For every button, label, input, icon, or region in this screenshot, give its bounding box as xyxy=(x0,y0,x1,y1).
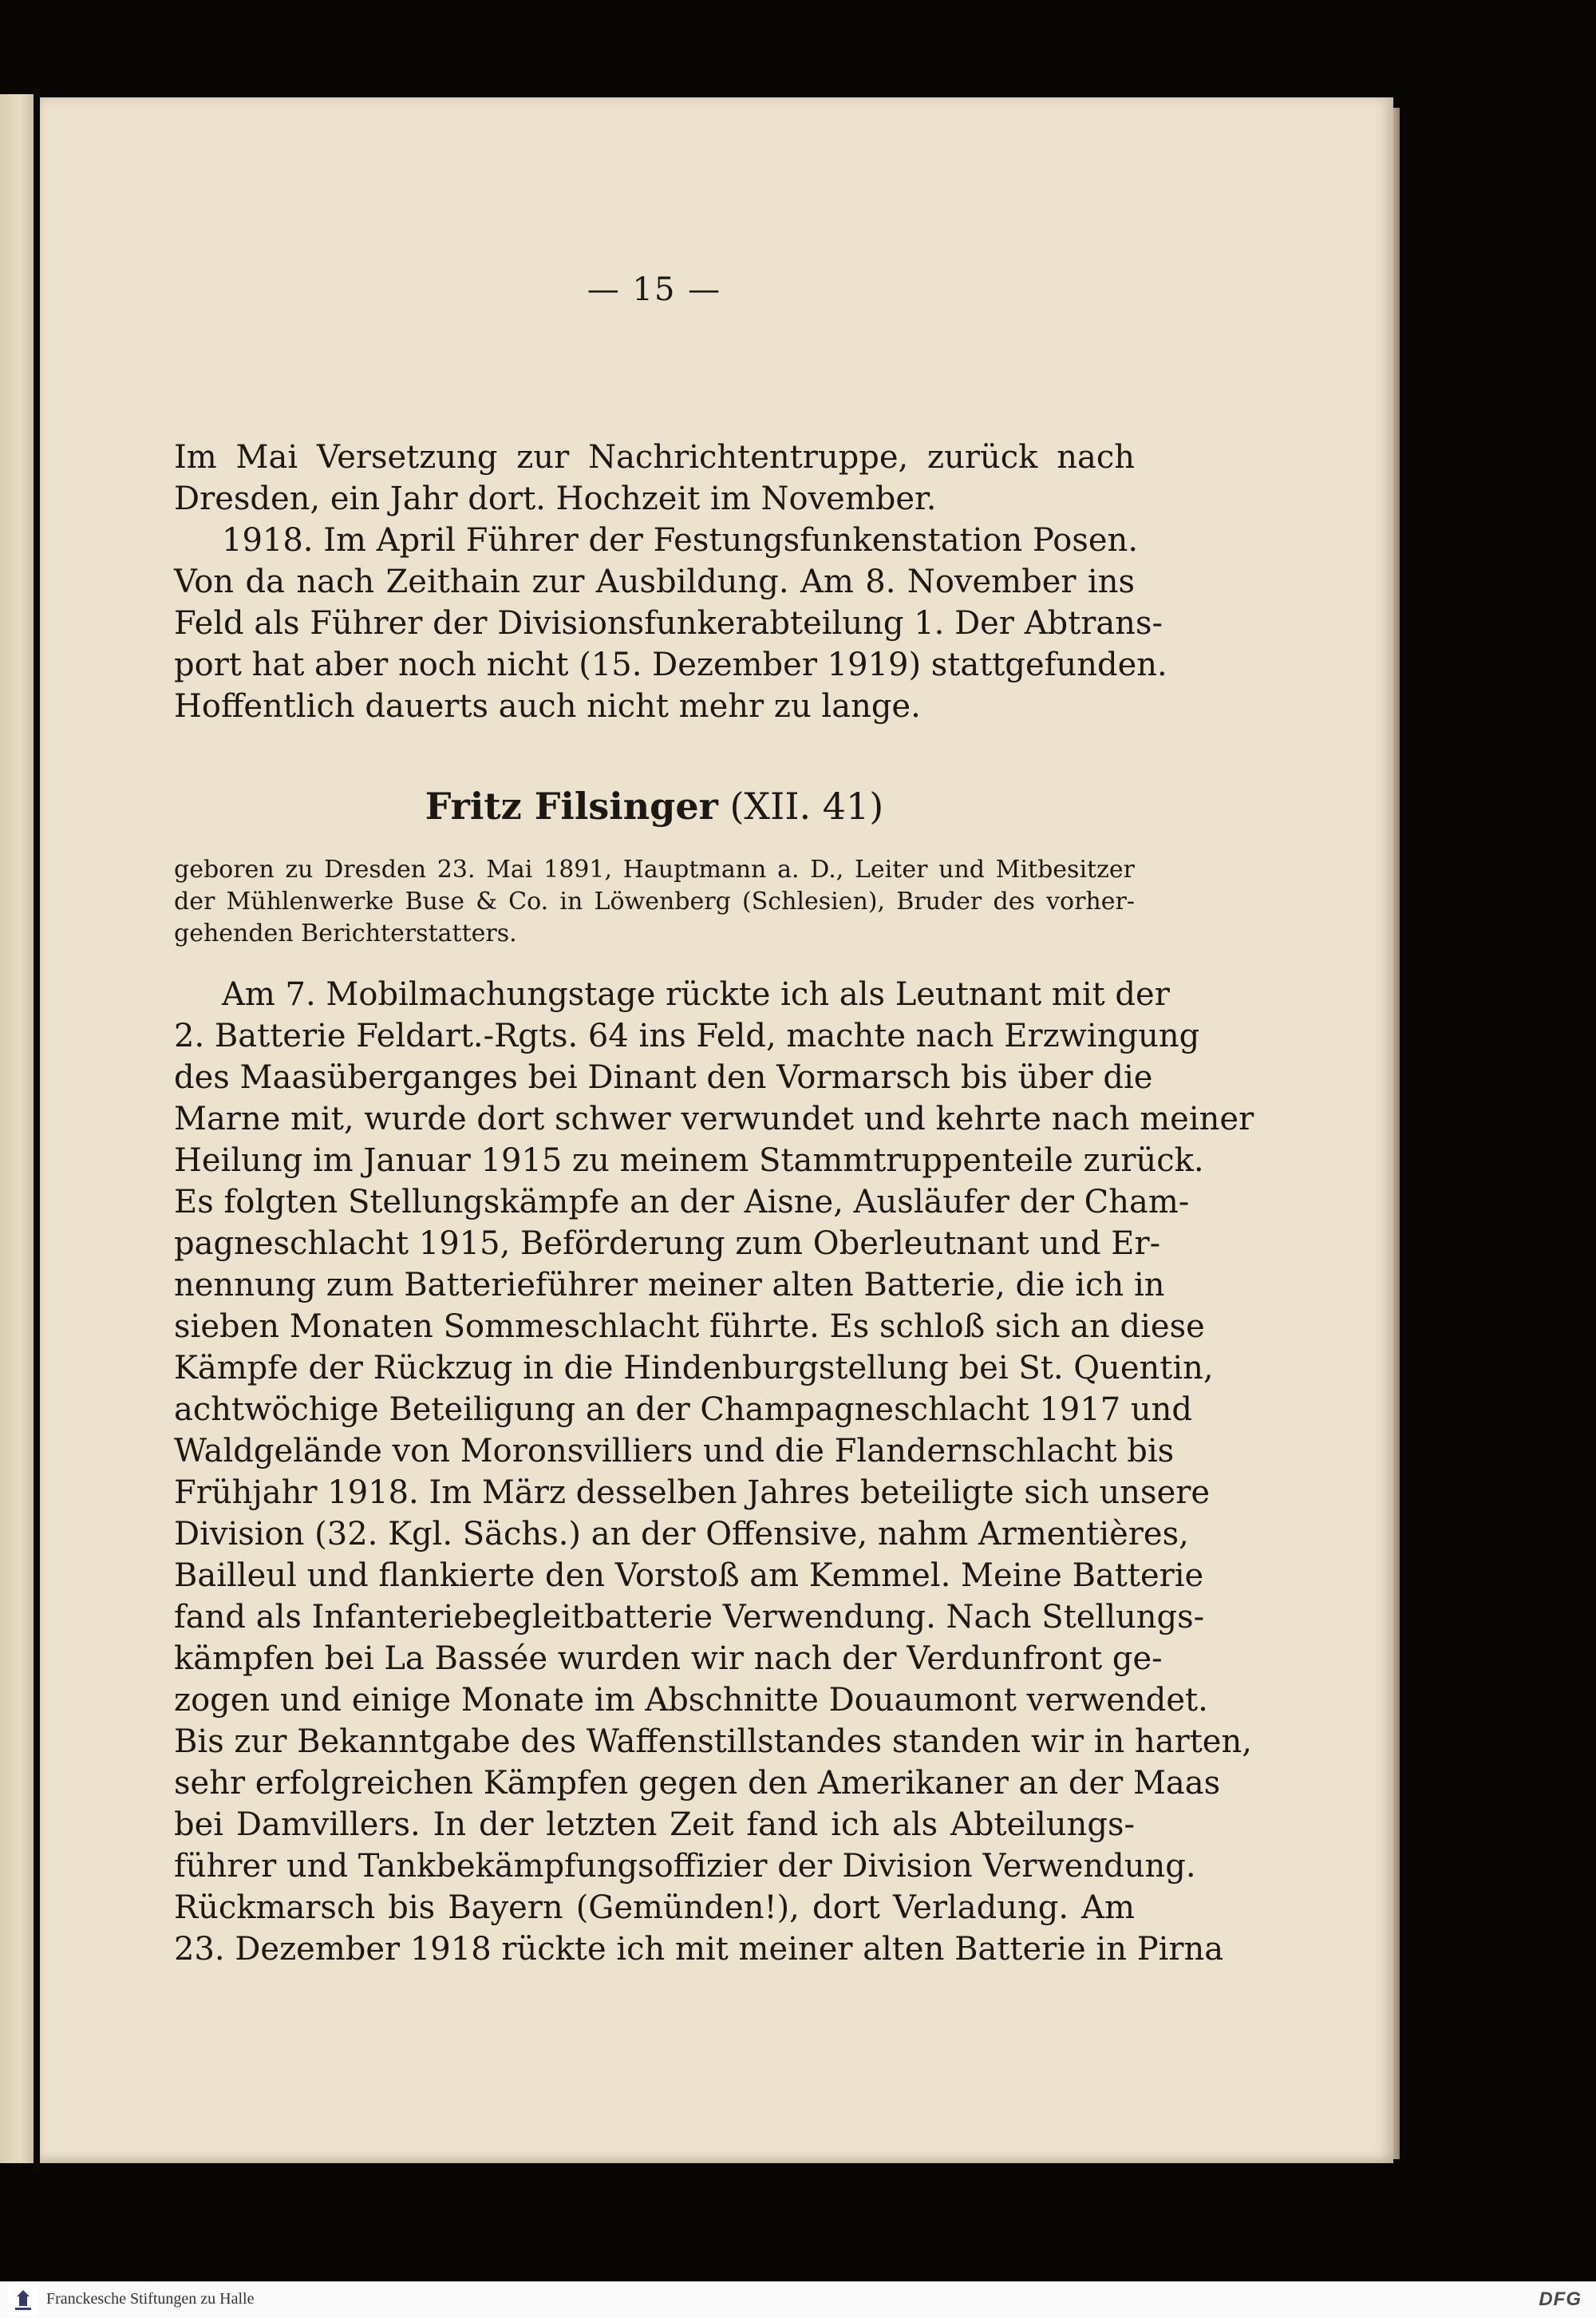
text-line: Kämpfe der Rückzug in die Hindenburgstellung bei St. Quentin, xyxy=(174,1350,1214,1386)
heading-name: Fritz Filsinger xyxy=(425,785,718,828)
text-line: zogen und einige Monate im Abschnitte Douaumont verwendet. xyxy=(174,1682,1208,1719)
text-line: kämpfen bei La Bassée wurden wir nach der Verdunfront ge- xyxy=(174,1640,1163,1677)
viewer-footer xyxy=(0,2281,1596,2318)
text-line: Dresden, ein Jahr dort. Hochzeit im November. xyxy=(174,481,937,517)
bio-line: gehenden Berichterstatters. xyxy=(174,920,517,947)
text-line: 23. Dezember 1918 rückte ich mit meiner alten Batterie in Pirna xyxy=(174,1931,1224,1968)
page-stack-edge xyxy=(1393,108,1400,2159)
text-line: Marne mit, wurde dort schwer verwundet und kehrte nach meiner xyxy=(174,1101,1254,1137)
text-line: Heilung im Januar 1915 zu meinem Stammtruppenteile zurück. xyxy=(174,1142,1204,1179)
text-line: Rückmarsch bis Bayern (Gemünden!), dort Verladung. Am xyxy=(174,1889,1135,1926)
heading-reference: (XII. 41) xyxy=(729,785,884,828)
text-line: bei Damvillers. In der letzten Zeit fand ich als Abteilungs- xyxy=(174,1806,1135,1843)
text-line: sehr erfolgreichen Kämpfen gegen den Amerikaner an der Maas xyxy=(174,1765,1221,1802)
text-line: Es folgten Stellungskämpfe an der Aisne, Ausläufer der Cham- xyxy=(174,1184,1190,1220)
text-line: Bis zur Bekanntgabe des Waffenstillstandes standen wir in harten, xyxy=(174,1723,1252,1760)
book-page xyxy=(40,97,1393,2163)
text-line: 1918. Im April Führer der Festungsfunkenstation Posen. xyxy=(222,522,1139,559)
text-line: Waldgelände von Moronsvilliers und die Flandernschlacht bis xyxy=(174,1433,1175,1470)
text-line: Von da nach Zeithain zur Ausbildung. Am 8. November ins xyxy=(174,564,1135,600)
institution-name: Franckesche Stiftungen zu Halle xyxy=(46,2290,255,2308)
section-heading xyxy=(174,782,1135,830)
text-line: Hoffentlich dauerts auch nicht mehr zu lange. xyxy=(174,688,921,725)
text-line: 2. Batterie Feldart.-Rgts. 64 ins Feld, machte nach Erzwingung xyxy=(174,1018,1200,1054)
text-line: Im Mai Versetzung zur Nachrichtentruppe, zurück nach xyxy=(174,439,1135,476)
page-number: — 15 — xyxy=(587,271,722,308)
text-line: port hat aber noch nicht (15. Dezember 1919) stattgefunden. xyxy=(174,647,1167,683)
text-line: fand als Infanteriebegleitbatterie Verwendung. Nach Stellungs- xyxy=(174,1599,1205,1636)
text-line: Bailleul und flankierte den Vorstoß am Kemmel. Meine Batterie xyxy=(174,1557,1204,1594)
text-line: führer und Tankbekämpfungsoffizier der Division Verwendung. xyxy=(174,1848,1196,1885)
book-gutter xyxy=(34,88,40,2171)
text-line: nennung zum Batterieführer meiner alten Batterie, die ich in xyxy=(174,1267,1165,1303)
text-line: des Maasüberganges bei Dinant den Vormarsch bis über die xyxy=(174,1059,1153,1096)
bio-line: der Mühlenwerke Buse & Co. in Löwenberg (Schlesien), Bruder des vorher- xyxy=(174,888,1135,916)
text-line: pagneschlacht 1915, Beförderung zum Oberleutnant und Er- xyxy=(174,1225,1161,1262)
text-line: sieben Monaten Sommeschlacht führte. Es schloß sich an diese xyxy=(174,1308,1205,1345)
text-line: Division (32. Kgl. Sächs.) an der Offensive, nahm Armentières, xyxy=(174,1516,1189,1553)
facing-page-edge xyxy=(0,94,34,2163)
dfg-logo: DFG xyxy=(1539,2288,1582,2310)
bio-line: geboren zu Dresden 23. Mai 1891, Hauptmann a. D., Leiter und Mitbesitzer xyxy=(174,856,1135,884)
text-line: Frühjahr 1918. Im März desselben Jahres beteiligte sich unsere xyxy=(174,1474,1211,1511)
text-line: achtwöchige Beteiligung an der Champagneschlacht 1917 und xyxy=(174,1391,1192,1428)
text-line: Feld als Führer der Divisionsfunkerabteilung 1. Der Abtrans- xyxy=(174,605,1163,642)
text-line: Am 7. Mobilmachungstage rückte ich als Leutnant mit der xyxy=(222,976,1170,1013)
institution-seal-icon xyxy=(8,2285,38,2316)
